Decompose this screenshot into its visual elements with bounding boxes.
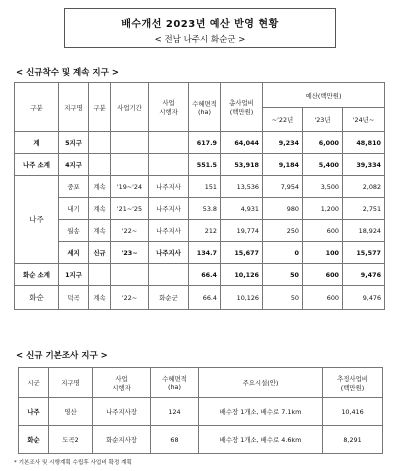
cell-area: 151 xyxy=(189,176,221,198)
cell-area: 617.9 xyxy=(189,132,221,154)
cell-executor: 나주지사 xyxy=(149,220,189,242)
cell-y24: 18,924 xyxy=(343,220,385,242)
cell-area: 66.4 xyxy=(189,264,221,286)
cell-district: 도곡2 xyxy=(49,426,93,454)
cell-executor: 나주지사장 xyxy=(93,398,151,426)
cell-total: 4,931 xyxy=(221,198,263,220)
cell-y23: 1,200 xyxy=(303,198,343,220)
cell-total: 64,044 xyxy=(221,132,263,154)
cell-region: 나주 소계 xyxy=(15,154,59,176)
cell-total: 10,126 xyxy=(221,286,263,310)
cell-y22: 980 xyxy=(263,198,303,220)
cell-region-group: 나주 xyxy=(15,176,59,264)
cell-y23: 5,400 xyxy=(303,154,343,176)
cell-y24: 9,476 xyxy=(343,264,385,286)
section1-heading: < 신규착수 및 계속 지구 > xyxy=(16,68,119,78)
cell-district: 1지구 xyxy=(59,264,89,286)
cell-type: 계속 xyxy=(89,198,111,220)
col-executor: 사업 시행자 xyxy=(93,368,151,398)
col-city: 시군 xyxy=(19,368,49,398)
table-row xyxy=(15,132,385,154)
cell-city: 나주 xyxy=(19,398,49,426)
cell-district: 영산 xyxy=(49,398,93,426)
cell-y22: 9,184 xyxy=(263,154,303,176)
cell-executor: 화순지사장 xyxy=(93,426,151,454)
cell-y22: 9,234 xyxy=(263,132,303,154)
col-facility: 주요시설(안) xyxy=(199,368,323,398)
cell-type xyxy=(89,264,111,286)
cell-y23: 600 xyxy=(303,220,343,242)
cell-cost: 10,416 xyxy=(323,398,383,426)
cell-area: 551.5 xyxy=(189,154,221,176)
cell-executor: 나주지사 xyxy=(149,242,189,264)
cell-y22: 0 xyxy=(263,242,303,264)
cell-y24: 15,577 xyxy=(343,242,385,264)
cell-area: 134.7 xyxy=(189,242,221,264)
col-type: 구분 xyxy=(89,83,111,132)
col-total-cost: 총사업비 (백만원) xyxy=(221,83,263,132)
cell-region: 계 xyxy=(15,132,59,154)
table-row xyxy=(19,398,383,426)
cell-total: 19,774 xyxy=(221,220,263,242)
budget-table xyxy=(14,82,385,310)
col-area: 수혜면적 (ha) xyxy=(189,83,221,132)
cell-period xyxy=(111,154,149,176)
cell-period xyxy=(111,264,149,286)
cell-district: 세지 xyxy=(59,242,89,264)
cell-y23: 6,000 xyxy=(303,132,343,154)
cell-area: 68 xyxy=(151,426,199,454)
col-cost: 추정사업비 (백만원) xyxy=(323,368,383,398)
header-row xyxy=(15,83,385,108)
cell-region: 화순 xyxy=(15,286,59,310)
cell-type: 계속 xyxy=(89,220,111,242)
table-row xyxy=(19,426,383,454)
cell-type: 계속 xyxy=(89,176,111,198)
cell-type xyxy=(89,132,111,154)
cell-district: 4지구 xyxy=(59,154,89,176)
table-row xyxy=(15,264,385,286)
cell-region: 화순 소계 xyxy=(15,264,59,286)
table-row xyxy=(15,154,385,176)
cell-y22: 7,954 xyxy=(263,176,303,198)
cell-y23: 3,500 xyxy=(303,176,343,198)
col-budget: 예산(백만원) xyxy=(263,83,385,108)
cell-y23: 600 xyxy=(303,264,343,286)
cell-district: 5지구 xyxy=(59,132,89,154)
col-period: 사업기간 xyxy=(111,83,149,132)
col-district: 지구명 xyxy=(49,368,93,398)
section2-heading: < 신규 기본조사 지구 > xyxy=(16,351,108,361)
cell-y22: 250 xyxy=(263,220,303,242)
col-district: 지구명 xyxy=(59,83,89,132)
cell-y24: 48,810 xyxy=(343,132,385,154)
cell-district: 내기 xyxy=(59,198,89,220)
cell-y24: 9,476 xyxy=(343,286,385,310)
cell-y23: 600 xyxy=(303,286,343,310)
footnote: * 기본조사 및 시행계획 수립후 사업비 확정 계획 xyxy=(14,460,132,466)
cell-executor xyxy=(149,154,189,176)
cell-cost: 8,291 xyxy=(323,426,383,454)
col-y22: ~'22년 xyxy=(263,108,303,132)
col-y24: '24년~ xyxy=(343,108,385,132)
table-row xyxy=(15,176,385,198)
cell-executor xyxy=(149,132,189,154)
cell-district: 덕곡 xyxy=(59,286,89,310)
table-row xyxy=(15,286,385,310)
col-y23: '23년 xyxy=(303,108,343,132)
cell-type: 신규 xyxy=(89,242,111,264)
cell-y24: 2,751 xyxy=(343,198,385,220)
table-row xyxy=(15,198,385,220)
cell-y24: 2,082 xyxy=(343,176,385,198)
cell-area: 124 xyxy=(151,398,199,426)
cell-city: 화순 xyxy=(19,426,49,454)
cell-area: 212 xyxy=(189,220,221,242)
cell-district: 중포 xyxy=(59,176,89,198)
cell-executor xyxy=(149,264,189,286)
cell-executor: 화순군 xyxy=(149,286,189,310)
cell-facility: 배수장 1개소, 배수로 7.1km xyxy=(199,398,323,426)
cell-district: 월송 xyxy=(59,220,89,242)
cell-total: 15,677 xyxy=(221,242,263,264)
cell-total: 13,536 xyxy=(221,176,263,198)
col-region: 구분 xyxy=(15,83,59,132)
cell-period xyxy=(111,132,149,154)
cell-period: '19~'24 xyxy=(111,176,149,198)
cell-y23: 100 xyxy=(303,242,343,264)
col-area: 수혜면적 (ha) xyxy=(151,368,199,398)
cell-period: '21~'25 xyxy=(111,198,149,220)
cell-executor: 나주지사 xyxy=(149,198,189,220)
cell-period: '22~ xyxy=(111,286,149,310)
cell-type: 계속 xyxy=(89,286,111,310)
title-box xyxy=(64,8,336,48)
cell-y22: 50 xyxy=(263,286,303,310)
cell-area: 66.4 xyxy=(189,286,221,310)
cell-period: '23~ xyxy=(111,242,149,264)
cell-area: 53.8 xyxy=(189,198,221,220)
header-row xyxy=(19,368,383,398)
cell-executor: 나주지사 xyxy=(149,176,189,198)
cell-y24: 39,334 xyxy=(343,154,385,176)
table-row xyxy=(15,242,385,264)
cell-y22: 50 xyxy=(263,264,303,286)
cell-total: 10,126 xyxy=(221,264,263,286)
page-subtitle: < 전남 나주시 화순군 > xyxy=(154,35,246,45)
table-row xyxy=(15,220,385,242)
cell-total: 53,918 xyxy=(221,154,263,176)
col-executor: 사업 시행자 xyxy=(149,83,189,132)
cell-period: '22~ xyxy=(111,220,149,242)
page-title: 배수개선 2023년 예산 반영 현황 xyxy=(121,19,279,30)
survey-table xyxy=(18,367,383,454)
cell-type xyxy=(89,154,111,176)
cell-facility: 배수장 1개소, 배수로 4.6km xyxy=(199,426,323,454)
